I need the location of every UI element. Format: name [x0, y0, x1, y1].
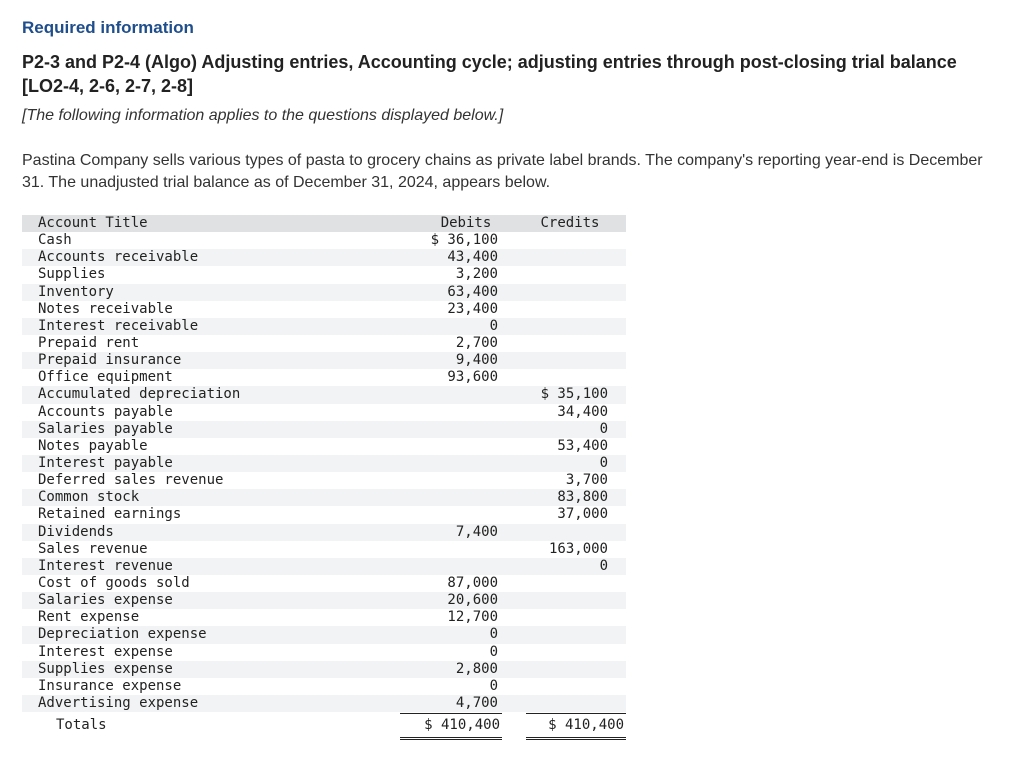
account-cell: Dividends	[38, 523, 114, 540]
account-cell: Inventory	[38, 283, 114, 300]
table-row	[22, 592, 626, 609]
column-header-account: Account Title	[38, 215, 148, 231]
account-cell: Retained earnings	[38, 506, 182, 523]
table-row	[22, 489, 626, 506]
debit-cell: 7,400	[455, 523, 498, 540]
account-cell: Interest payable	[38, 454, 173, 471]
credit-cell: $ 35,100	[540, 386, 608, 403]
column-header-credits: Credits	[540, 215, 600, 231]
account-cell: Depreciation expense	[38, 626, 207, 643]
table-row	[22, 472, 626, 489]
account-cell: Insurance expense	[38, 677, 182, 694]
table-row	[22, 386, 626, 403]
totals-credit: $ 410,400	[526, 713, 626, 740]
debit-cell: 43,400	[447, 249, 498, 266]
account-cell: Cost of goods sold	[38, 574, 190, 591]
credit-cell: 163,000	[548, 540, 608, 557]
table-row	[22, 626, 626, 643]
table-row	[22, 678, 626, 695]
totals-debit: $ 410,400	[400, 713, 502, 740]
credit-cell: 0	[599, 454, 608, 471]
table-row	[22, 284, 626, 301]
table-row	[22, 661, 626, 678]
trial-balance-table	[22, 215, 626, 738]
totals-row	[22, 714, 626, 738]
required-information-heading: Required information	[22, 18, 194, 37]
debit-cell: 0	[489, 643, 498, 660]
table-row	[22, 249, 626, 266]
account-cell: Supplies	[38, 266, 106, 283]
debit-cell: 2,800	[455, 660, 498, 677]
problem-title: P2-3 and P2-4 (Algo) Adjusting entries, Accounting cycle; adjusting entries through post-closing trial balance [LO2-4, 2-6, 2-7, 2-8]	[22, 52, 957, 96]
totals-label: Totals	[56, 717, 107, 734]
account-cell: Prepaid insurance	[38, 352, 182, 369]
credit-cell: 83,800	[557, 489, 608, 506]
table-row	[22, 352, 626, 369]
table-row	[22, 404, 626, 421]
table-body	[22, 232, 626, 712]
account-cell: Salaries payable	[38, 420, 173, 437]
debit-cell: 2,700	[455, 334, 498, 351]
account-cell: Interest revenue	[38, 557, 173, 574]
account-cell: Deferred sales revenue	[38, 472, 224, 489]
account-cell: Supplies expense	[38, 660, 173, 677]
credit-cell: 53,400	[557, 437, 608, 454]
table-row	[22, 695, 626, 712]
debit-cell: 23,400	[447, 300, 498, 317]
table-row	[22, 266, 626, 283]
table-row	[22, 318, 626, 335]
credit-cell: 0	[599, 557, 608, 574]
table-row	[22, 335, 626, 352]
debit-cell: 0	[489, 317, 498, 334]
table-row	[22, 575, 626, 592]
account-cell: Interest expense	[38, 643, 173, 660]
table-row	[22, 541, 626, 558]
debit-cell: 87,000	[447, 574, 498, 591]
table-row	[22, 506, 626, 523]
intro-paragraph: Pastina Company sells various types of pasta to grocery chains as private label brands. The company's reporting year-end is December 31. The unadjusted trial balance as of December 31, 2024, appears below.	[22, 152, 983, 191]
column-header-debits: Debits	[440, 215, 492, 231]
credit-cell: 34,400	[557, 403, 608, 420]
account-cell: Accounts receivable	[38, 249, 199, 266]
debit-cell: 3,200	[455, 266, 498, 283]
table-row	[22, 455, 626, 472]
account-cell: Prepaid rent	[38, 334, 140, 351]
table-row	[22, 524, 626, 541]
account-cell: Accounts payable	[38, 403, 173, 420]
table-row	[22, 369, 626, 386]
debit-cell: 20,600	[447, 592, 498, 609]
account-cell: Notes payable	[38, 437, 148, 454]
table-row	[22, 301, 626, 318]
table-row	[22, 609, 626, 626]
debit-cell: 93,600	[447, 369, 498, 386]
debit-cell: $ 36,100	[430, 232, 498, 249]
credit-cell: 37,000	[557, 506, 608, 523]
account-cell: Notes receivable	[38, 300, 173, 317]
account-cell: Interest receivable	[38, 317, 199, 334]
debit-cell: 9,400	[455, 352, 498, 369]
debit-cell: 4,700	[455, 694, 498, 711]
account-cell: Sales revenue	[38, 540, 148, 557]
account-cell: Cash	[38, 232, 72, 249]
account-cell: Salaries expense	[38, 592, 173, 609]
table-row	[22, 558, 626, 575]
debit-cell: 0	[489, 677, 498, 694]
account-cell: Advertising expense	[38, 694, 199, 711]
table-row	[22, 421, 626, 438]
debit-cell: 63,400	[447, 283, 498, 300]
table-row	[22, 438, 626, 455]
account-cell: Accumulated depreciation	[38, 386, 241, 403]
table-row	[22, 644, 626, 661]
account-cell: Office equipment	[38, 369, 173, 386]
account-cell: Common stock	[38, 489, 140, 506]
credit-cell: 0	[599, 420, 608, 437]
table-header	[22, 215, 626, 232]
credit-cell: 3,700	[565, 472, 608, 489]
table-row	[22, 232, 626, 249]
account-cell: Rent expense	[38, 609, 140, 626]
debit-cell: 0	[489, 626, 498, 643]
applies-note: [The following information applies to the questions displayed below.]	[22, 107, 504, 124]
debit-cell: 12,700	[447, 609, 498, 626]
